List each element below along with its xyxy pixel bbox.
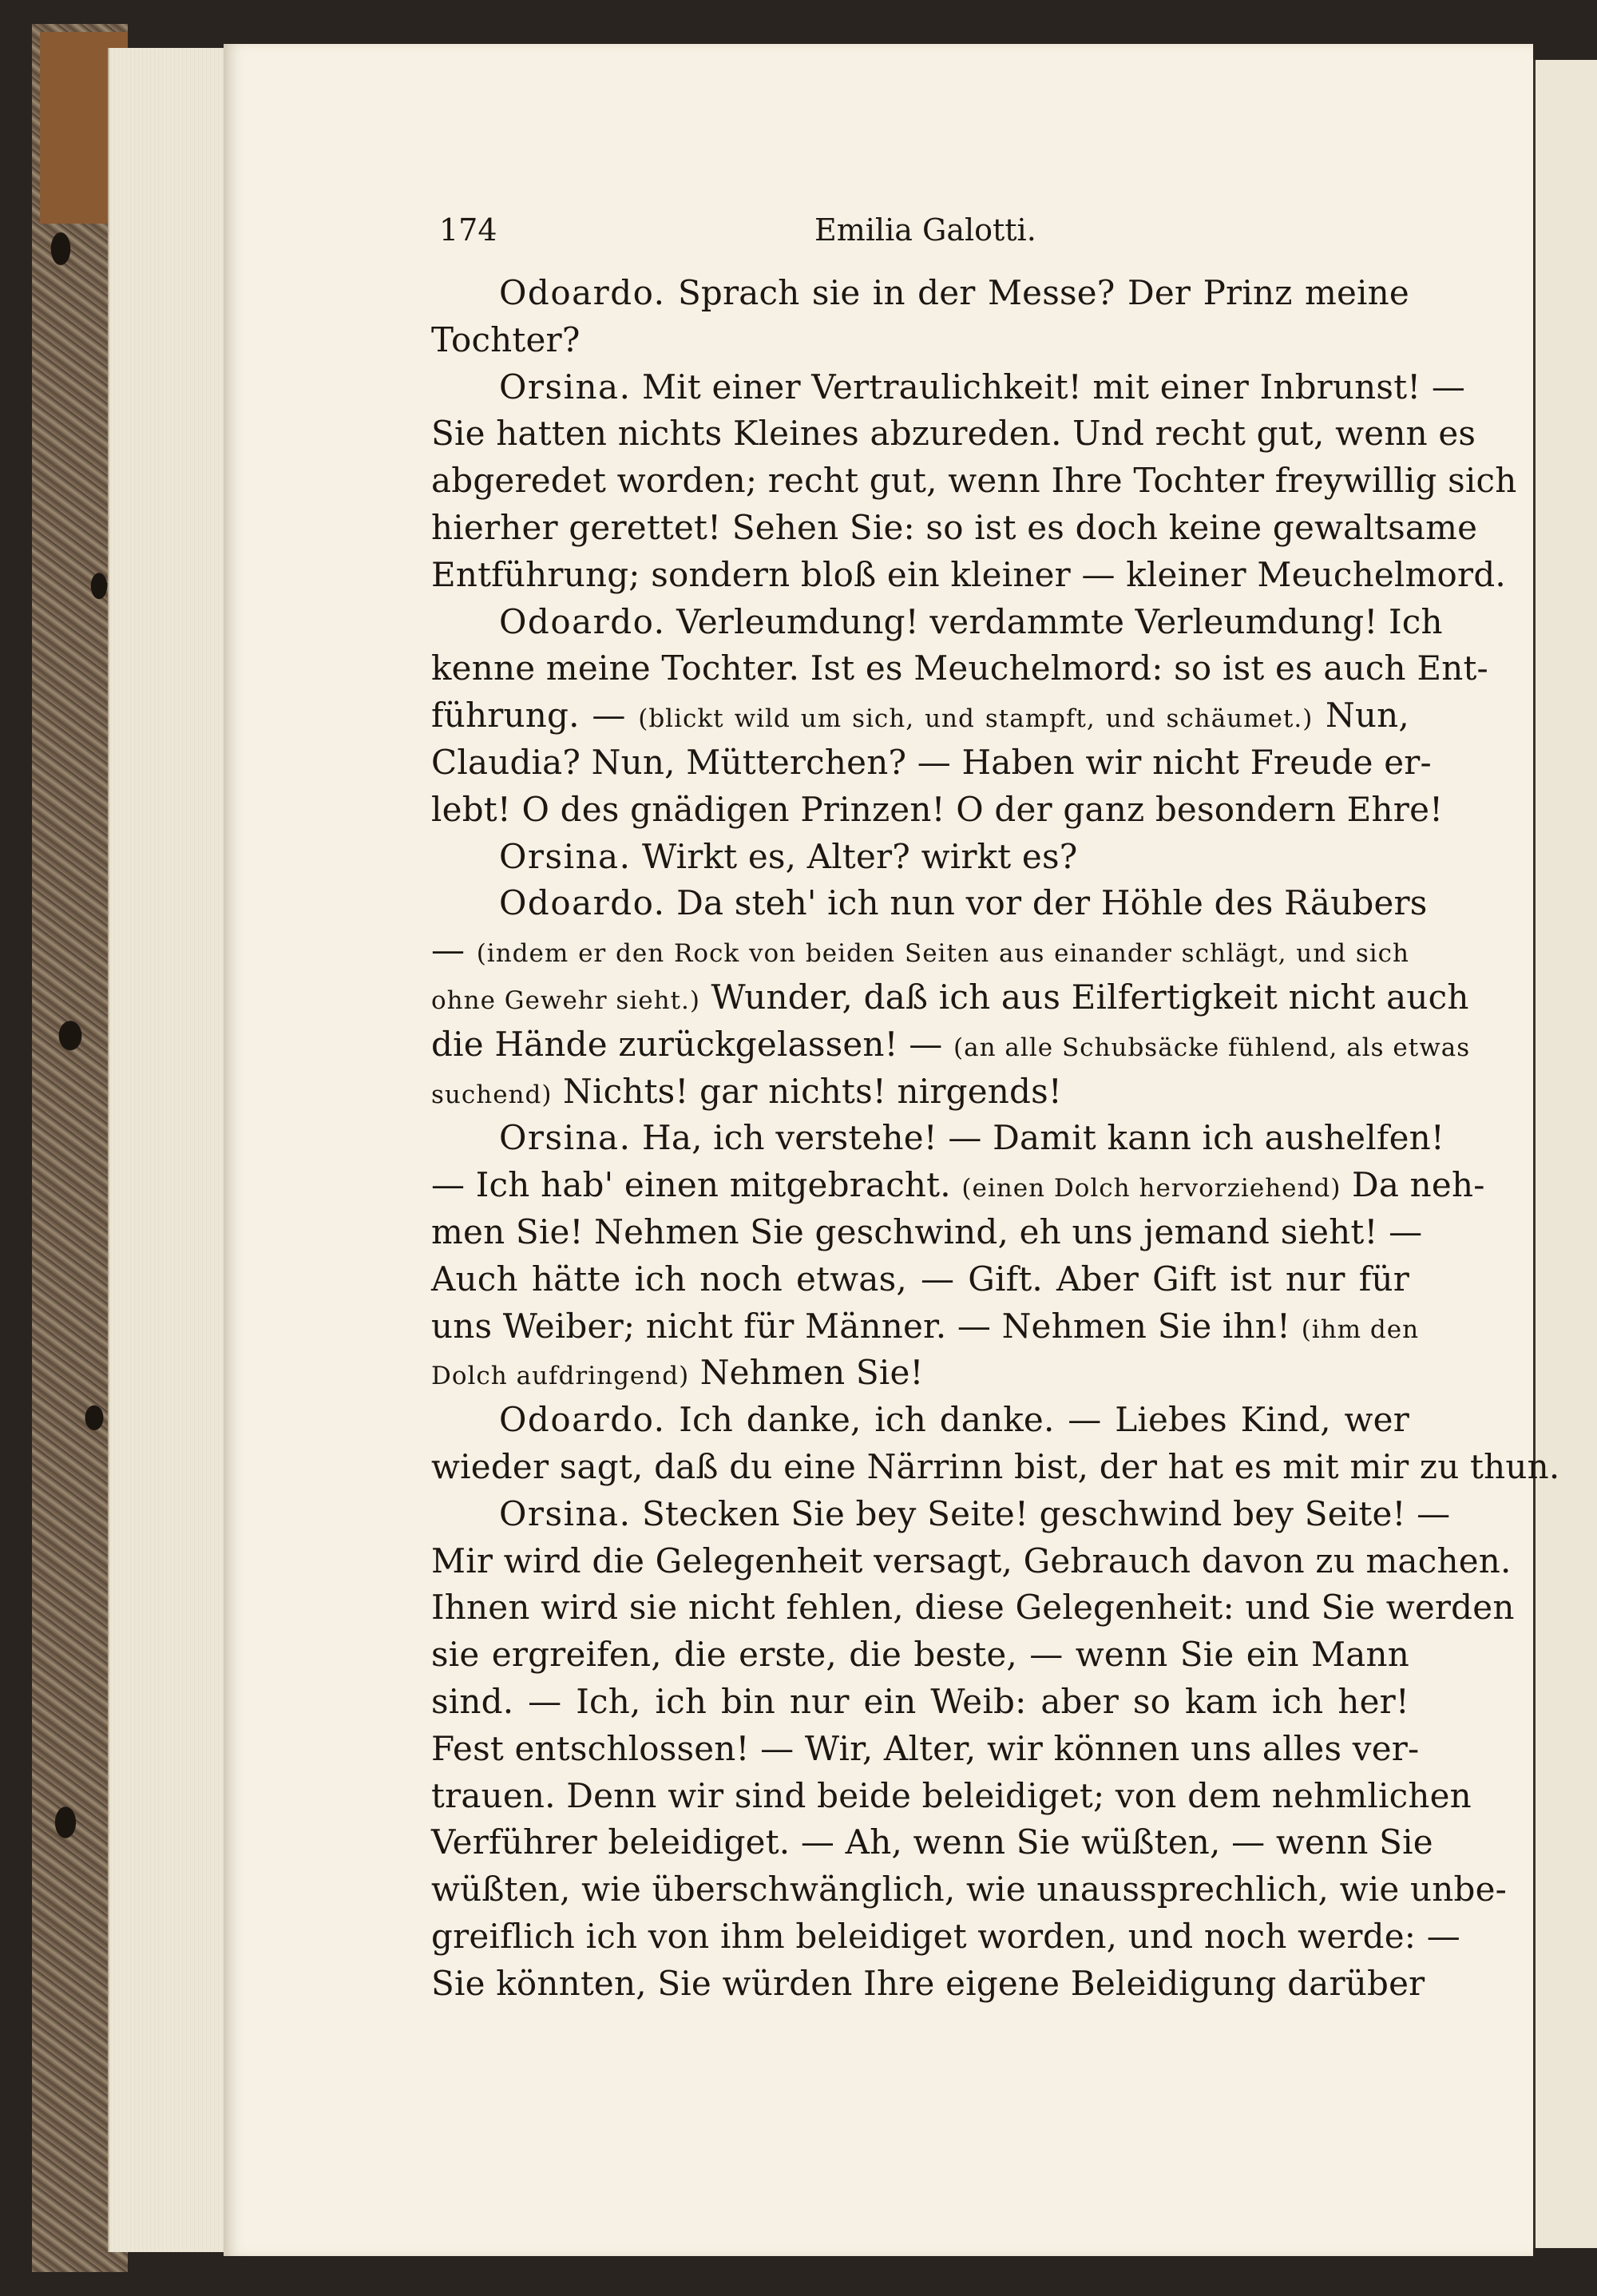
text-line (431, 1819, 1433, 1866)
line-text: Sie hatten nichts Kleines abzureden. Und recht gut, wenn es (431, 414, 1476, 454)
page-number: 174 (439, 212, 497, 248)
line-text: Verführer beleidiget. — Ah, wenn Sie wüßten, — wenn Sie (431, 1822, 1433, 1862)
line-text: Ihnen wird sie nicht fehlen, diese Gelegenheit: und Sie werden (431, 1588, 1515, 1628)
speaker-name: Orsina. (499, 367, 632, 406)
text-line (431, 1162, 1485, 1209)
text-line (431, 1021, 1471, 1069)
line-text: Tochter? (431, 319, 581, 359)
stage-direction: (an alle Schubsäcke fühlend, als etwas (953, 1033, 1471, 1062)
text-line (431, 1444, 1560, 1491)
text-line (431, 552, 1506, 599)
text-line (431, 787, 1444, 834)
text-line (431, 1679, 1409, 1726)
line-text: Entführung; sondern bloß ein kleiner — kleiner Meuchelmord. (431, 554, 1506, 594)
text-line (431, 1913, 1460, 1961)
text-line (431, 1866, 1508, 1913)
line-text: Nichts! gar nichts! nirgends! (563, 1071, 1062, 1111)
line-text: wieder sagt, daß du eine Närrinn bist, der hat es mit mir zu thun. (431, 1446, 1560, 1486)
line-text: sind. — Ich, ich bin nur ein Weib: aber so kam ich her! (431, 1681, 1409, 1721)
speaker-name: Odoardo. (499, 883, 666, 923)
line-text: — (431, 930, 466, 970)
text-line (431, 1069, 1409, 1116)
line-text: Ich danke, ich danke. — Liebes Kind, wer (679, 1400, 1409, 1440)
line-text: Da steh' ich nun vor der Höhle des Räubers (676, 883, 1428, 923)
line-text: uns Weiber; nicht für Männer. — Nehmen Sie ihn! (431, 1306, 1291, 1346)
line-text: trauen. Denn wir sind beide beleidiget; von dem nehmlichen (431, 1775, 1472, 1815)
line-text: führung. — (431, 696, 626, 736)
dialogue-text (431, 270, 1560, 2007)
running-title: Emilia Galotti. (814, 212, 1036, 248)
text-line (431, 1397, 1409, 1444)
stage-direction: ohne Gewehr sieht.) (431, 985, 700, 1015)
line-text: Claudia? Nun, Mütterchen? — Haben wir nicht Freude er- (431, 742, 1432, 782)
text-line (431, 740, 1432, 787)
speaker-name: Odoardo. (499, 601, 666, 641)
speaker-name: Orsina. (499, 836, 632, 876)
line-text: Nun, (1325, 696, 1409, 736)
text-line (431, 1209, 1423, 1256)
stage-direction: (einen Dolch hervorziehend) (961, 1174, 1341, 1204)
line-text: Nehmen Sie! (699, 1353, 924, 1393)
text-line (431, 410, 1476, 458)
text-line (431, 1726, 1420, 1773)
line-text: Sie könnten, Sie würden Ihre eigene Beleidigung darüber (431, 1963, 1425, 2003)
line-text: Stecken Sie bey Seite! geschwind bey Seite! — (642, 1493, 1451, 1533)
text-line (431, 1584, 1515, 1632)
line-text: Wirkt es, Alter? wirkt es? (642, 836, 1078, 876)
stage-direction: (indem er den Rock von beiden Seiten aus einander schlägt, und sich (476, 939, 1409, 969)
line-text: greiflich ich von ihm beleidiget worden, und noch werde: — (431, 1916, 1460, 1956)
text-line (431, 270, 1409, 317)
stage-direction: Dolch aufdringend) (431, 1362, 690, 1391)
text-line (431, 692, 1409, 740)
line-text: Sprach sie in der Messe? Der Prinz meine (677, 273, 1409, 312)
text-line (431, 317, 1409, 364)
text-line (431, 880, 1428, 927)
text-line (431, 364, 1466, 411)
page-edges (108, 48, 229, 2252)
text-line (431, 1491, 1451, 1538)
line-text: Mit einer Vertraulichkeit! mit einer Inbrunst! — (642, 367, 1466, 406)
line-text: Auch hätte ich noch etwas, — Gift. Aber Gift ist nur für (431, 1259, 1409, 1299)
stage-direction: (blickt wild um sich, und stampft, und schäumet.) (638, 704, 1314, 734)
line-text: Ha, ich verstehe! — Damit kann ich aushelfen! (642, 1118, 1444, 1158)
line-text: — Ich hab' einen mitgebracht. (431, 1165, 951, 1205)
text-line (431, 1773, 1472, 1820)
text-line (431, 1632, 1409, 1679)
text-line (431, 1303, 1420, 1350)
text-line (431, 1961, 1425, 2008)
facing-page-edge (1533, 60, 1597, 2248)
text-line (431, 974, 1469, 1021)
text-line (431, 1256, 1409, 1303)
speaker-name: Odoardo. (499, 273, 666, 312)
text-line (431, 458, 1517, 505)
line-text: men Sie! Nehmen Sie geschwind, eh uns jemand sieht! — (431, 1211, 1423, 1251)
text-line (431, 927, 1409, 974)
text-line (431, 505, 1478, 552)
speaker-name: Orsina. (499, 1118, 632, 1158)
line-text: sie ergreifen, die erste, die beste, — wenn Sie ein Mann (431, 1635, 1409, 1675)
line-text: hierher gerettet! Sehen Sie: so ist es doch keine gewaltsame (431, 507, 1478, 547)
text-line (431, 834, 1409, 881)
text-line (431, 1538, 1512, 1585)
text-line (431, 1115, 1444, 1162)
line-text: lebt! O des gnädigen Prinzen! O der ganz besondern Ehre! (431, 789, 1444, 829)
line-text: wüßten, wie überschwänglich, wie unaussprechlich, wie unbe- (431, 1870, 1508, 1909)
line-text: Da neh- (1351, 1165, 1485, 1205)
line-text: Wunder, daß ich aus Eilfertigkeit nicht auch (711, 977, 1469, 1017)
line-text: Verleumdung! verdammte Verleumdung! Ich (676, 601, 1443, 641)
line-text: die Hände zurückgelassen! — (431, 1024, 943, 1064)
line-text: Mir wird die Gelegenheit versagt, Gebrauch davon zu machen. (431, 1541, 1512, 1580)
line-text: kenne meine Tochter. Ist es Meuchelmord: so ist es auch Ent- (431, 648, 1488, 688)
stage-direction: suchend) (431, 1080, 553, 1109)
text-line (431, 645, 1488, 692)
stage-direction: (ihm den (1301, 1315, 1420, 1344)
line-text: abgeredet worden; recht gut, wenn Ihre Tochter freywillig sich (431, 461, 1517, 501)
text-line (431, 1350, 1409, 1397)
speaker-name: Odoardo. (499, 1400, 666, 1440)
running-header (439, 206, 1405, 254)
line-text: Fest entschlossen! — Wir, Alter, wir können uns alles ver- (431, 1728, 1420, 1768)
speaker-name: Orsina. (499, 1493, 632, 1533)
text-line (431, 599, 1443, 646)
